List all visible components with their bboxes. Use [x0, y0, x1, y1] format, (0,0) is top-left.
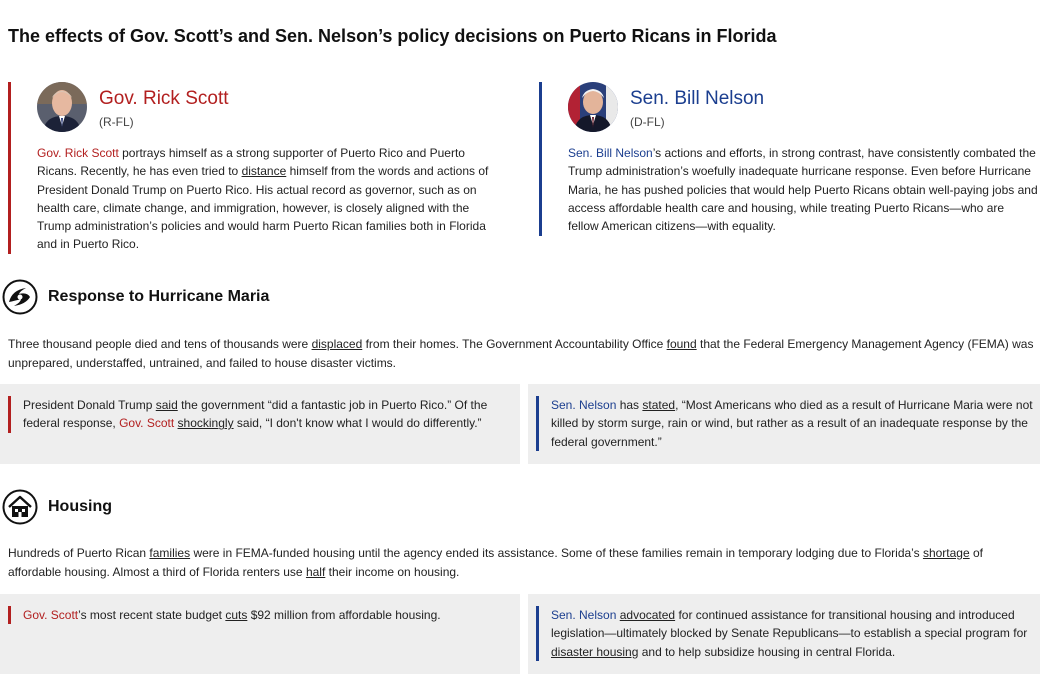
- scott-bio-text: portrays himself as a strong supporter of Puerto Rico and Puerto Ricans. Recently, he has even tried to: [37, 146, 465, 179]
- hurricane-intro-text-3: that the Federal Emergency Management Agency (FEMA) was unprepared, understaffed, untrained, and failed to house disaster victims.: [8, 337, 1034, 370]
- scott-avatar: [37, 82, 87, 132]
- displaced-link[interactable]: displaced: [311, 337, 363, 351]
- nelson-bio: [568, 144, 1038, 235]
- quote-text-2: , “Most Americans who died as a result of Hurricane Maria were not killed by storm surge, rain or wind, but rather as a result of an inadequate response by the federal government.”: [551, 398, 1033, 449]
- hurricane-nelson-quote-text: [536, 396, 1038, 451]
- nelson-profile: [539, 82, 1038, 236]
- quote-text: ’s most recent state budget: [78, 608, 226, 622]
- quote-text-4: said, “I don't know what I would do differently.”: [233, 416, 482, 431]
- scott-bio-text-2: himself from the words and actions of President Donald Trump on Puerto Rico. His actual record as governor, such as on health care, climate change, and immigration, however, is closely aligned with the Trump administration’s policies and would harm Puerto Rican families both in Florida and in Puerto Rico.: [37, 164, 489, 252]
- disaster-housing-link[interactable]: disaster housing: [551, 644, 639, 659]
- shortage-link[interactable]: shortage: [922, 546, 970, 560]
- housing-section-title: Housing: [48, 498, 112, 515]
- housing-intro-text-3: of affordable housing. Almost a third of Florida renters use: [8, 546, 983, 579]
- scott-name-ref[interactable]: Gov. Rick Scott: [37, 146, 119, 160]
- housing-intro-text: Hundreds of Puerto Rican: [8, 546, 150, 560]
- cuts-link[interactable]: cuts: [225, 608, 248, 622]
- said-link[interactable]: said: [155, 398, 178, 412]
- housing-intro-text-4: their income on housing.: [325, 564, 460, 579]
- housing-intro-text-2: were in FEMA-funded housing until the agency ended its assistance. Some of these families remain in temporary lodging due to Florida’s: [190, 546, 923, 560]
- scott-name-ref[interactable]: Gov. Scott: [23, 608, 79, 622]
- found-link[interactable]: found: [666, 337, 697, 351]
- scott-name-ref[interactable]: Gov. Scott: [119, 416, 175, 431]
- nelson-name-ref[interactable]: Sen. Nelson: [551, 608, 617, 622]
- nelson-party: (D-FL): [630, 115, 665, 129]
- hurricane-intro-text-2: from their homes. The Government Accountability Office: [362, 337, 667, 351]
- housing-intro: [8, 544, 1034, 581]
- families-link[interactable]: families: [149, 546, 191, 560]
- quote-text-2: $92 million from affordable housing.: [247, 608, 441, 622]
- nelson-name-ref[interactable]: Sen. Nelson: [551, 398, 617, 412]
- housing-scott-quote: [0, 594, 520, 674]
- house-icon: [2, 489, 38, 525]
- hurricane-intro: [8, 335, 1034, 372]
- page-title: The effects of Gov. Scott’s and Sen. Nelson’s policy decisions on Puerto Ricans in Florida: [8, 26, 777, 46]
- hurricane-nelson-quote: [528, 384, 1040, 464]
- housing-section-header: [2, 489, 112, 525]
- quote-text: President Donald Trump: [23, 398, 156, 412]
- scott-bio: [37, 144, 503, 254]
- hurricane-section-title: Response to Hurricane Maria: [48, 288, 270, 305]
- hurricane-section-header: [2, 279, 269, 315]
- nelson-avatar: [568, 82, 618, 132]
- scott-name: Gov. Rick Scott: [99, 88, 229, 109]
- shockingly-link[interactable]: shockingly: [177, 416, 234, 431]
- hurricane-icon: [2, 279, 38, 315]
- housing-nelson-quote: [528, 594, 1040, 674]
- stated-link[interactable]: stated: [642, 398, 676, 412]
- hurricane-scott-quote: [0, 384, 520, 464]
- half-link[interactable]: half: [305, 564, 326, 579]
- scott-party: (R-FL): [99, 115, 134, 129]
- distance-link[interactable]: distance: [241, 164, 287, 179]
- housing-scott-quote-text: [8, 606, 508, 624]
- nelson-name-ref[interactable]: Sen. Bill Nelson: [568, 146, 653, 160]
- hurricane-scott-quote-text: [8, 396, 508, 433]
- quote-text-2: for continued assistance for transitional housing and introduced legislation—ultimately blocked by Senate Republicans—to establish a special program for: [551, 608, 1028, 641]
- scott-profile: [8, 82, 488, 254]
- advocated-link[interactable]: advocated: [619, 608, 676, 622]
- quote-text-3: and to help subsidize housing in central Florida.: [638, 644, 896, 659]
- quote-text-2: the government “did a fantastic job in Puerto Rico.” Of the federal response,: [23, 398, 488, 431]
- housing-nelson-quote-text: [536, 606, 1038, 661]
- nelson-bio-text: ’s actions and efforts, in strong contrast, have consistently combated the Trump administration’s woefully inadequate hurricane response. Even before Hurricane Maria, he has pushed policies that would help Puerto Ricans obtain well-paying jobs and access affordable health care and housing, while treating Puerto Ricans—who are fellow American citizens—with equality.: [568, 146, 1038, 234]
- nelson-name: Sen. Bill Nelson: [630, 88, 765, 109]
- hurricane-intro-text: Three thousand people died and tens of thousands were: [8, 337, 312, 351]
- quote-text: has: [616, 398, 643, 412]
